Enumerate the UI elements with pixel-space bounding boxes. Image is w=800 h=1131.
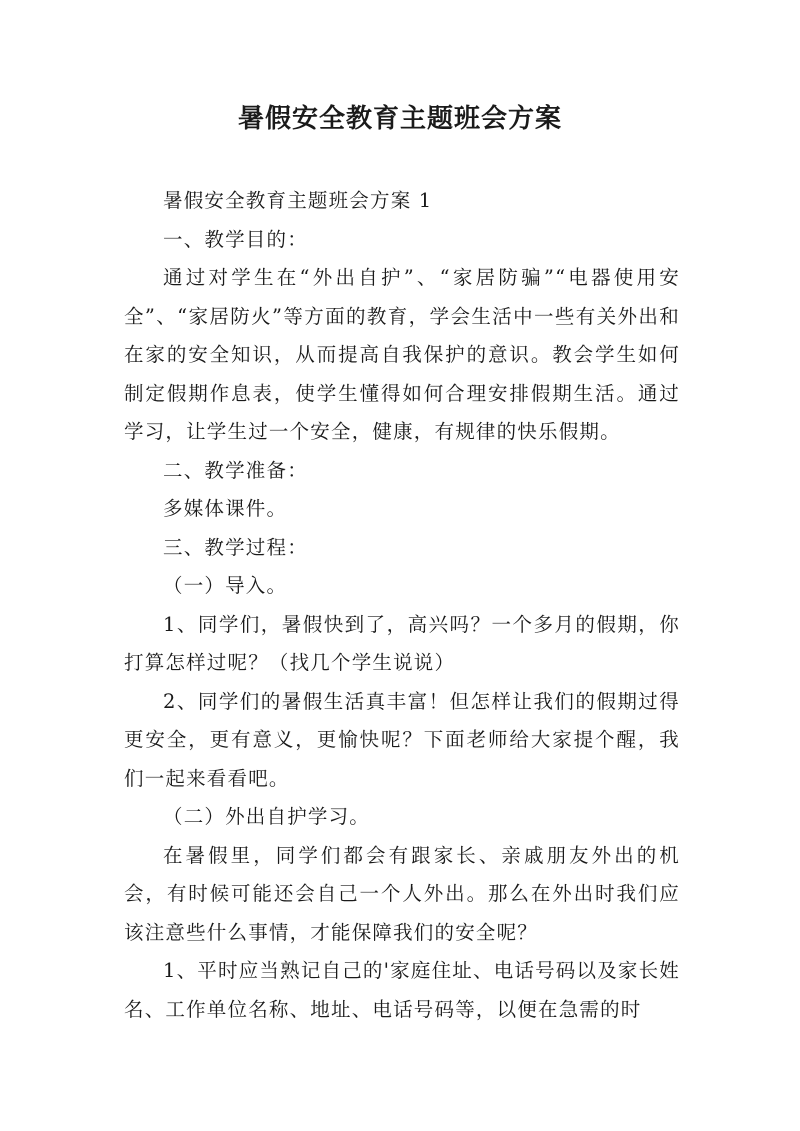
paragraph-intro-2: 2、同学们的暑假生活真丰富！但怎样让我们的假期过得更安全，更有意义，更愉快呢？下面老师给大家提个醒，我们一起来看看吧。 <box>124 689 680 790</box>
document-title: 暑假安全教育主题班会方案 <box>237 104 562 134</box>
section-heading: 暑假安全教育主题班会方案 1 <box>163 189 433 212</box>
heading-teaching-process: 三、教学过程： <box>163 535 308 559</box>
paragraph-intro-1: 1、同学们，暑假快到了，高兴吗？一个多月的假期，你打算怎样过呢？（找几个学生说说） <box>124 612 680 674</box>
document-body <box>124 182 680 1029</box>
paragraph-outing-1: 1、平时应当熟记自己的'家庭住址、电话号码以及家长姓名、工作单位名称、地址、电话号码等，以便在急需的时 <box>124 959 680 1021</box>
subheading-intro: （一）导入。 <box>163 574 288 597</box>
paragraph-prep: 多媒体课件。 <box>163 497 288 520</box>
paragraph-outing: 在暑假里，同学们都会有跟家长、亲戚朋友外出的机会，有时候可能还会自己一个人外出。那么在外出时我们应该注意些什么事情，才能保障我们的安全呢？ <box>124 843 680 944</box>
subheading-outing: （二）外出自护学习。 <box>163 805 371 828</box>
heading-teaching-goals: 一、教学目的： <box>163 227 308 251</box>
paragraph-goals: 通过对学生在“外出自护”、“家居防骗”“电器使用安全”、“家居防火”等方面的教育，学会生活中一些有关外出和在家的安全知识，从而提高自我保护的意识。教会学生如何制定假期作息表，使学生懂得如何合理安排假期生活。通过学习，让学生过一个安全，健康，有规律的快乐假期。 <box>124 266 680 443</box>
heading-teaching-prep: 二、教学准备： <box>163 458 308 482</box>
